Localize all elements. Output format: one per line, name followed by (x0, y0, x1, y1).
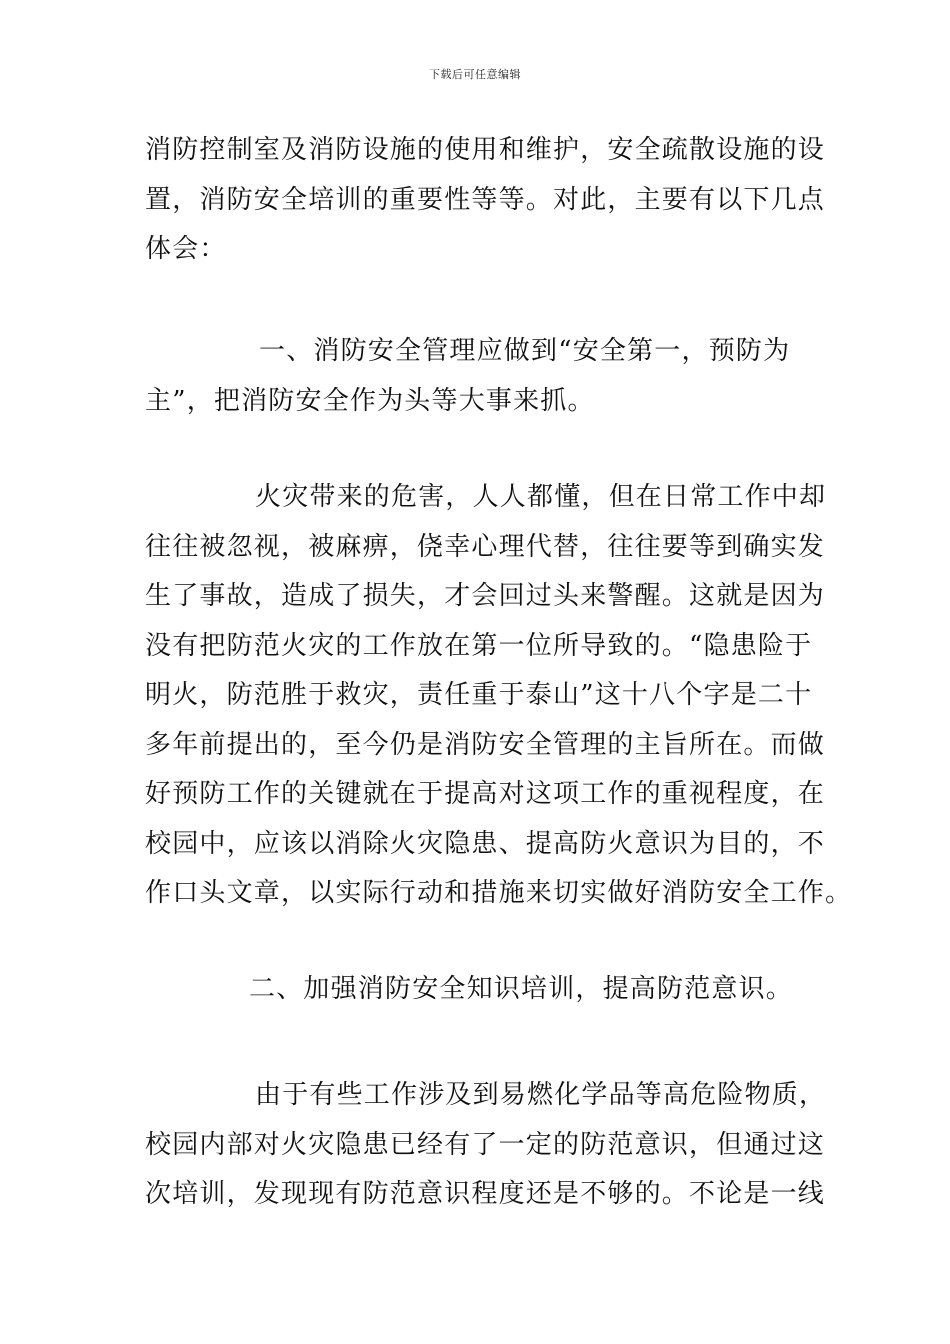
text-line: 一、消防安全管理应做到“安全第一，预防为 (259, 336, 791, 366)
paragraph-body-1 (145, 473, 853, 919)
text-line: 火灾带来的危害，人人都懂，但在日常工作中却 (255, 482, 827, 512)
text-line: 次培训，发现现有防范意识程度还是不够的。不论是一线 (145, 1179, 826, 1209)
paragraph-body-2 (145, 1071, 827, 1220)
text-line: 体会： (145, 234, 227, 264)
text-line: 往往被忽视，被麻痹，侥幸心理代替，往往要等到确实发 (145, 531, 826, 562)
paragraph-intro (145, 126, 826, 275)
text-line: 校园中，应该以消除火灾隐患、提高防火意识为目的，不 (145, 828, 826, 859)
text-line: 由于有些工作涉及到易燃化学品等高危险物质， (255, 1080, 827, 1110)
text-line: 明火，防范胜于救灾，责任重于泰山”这十八个字是二十 (145, 680, 813, 710)
section-heading-2 (145, 965, 810, 1015)
section-heading-1 (145, 327, 810, 426)
text-line: 二、加强消防安全知识培训，提高防范意识。 (249, 974, 794, 1004)
text-line: 生了事故，造成了损失，才会回过头来警醒。这就是因为 (145, 581, 826, 611)
text-line: 好预防工作的关键就在于提高对这项工作的重视程度，在 (145, 779, 826, 809)
page-header-note: 下载后可任意编辑 (429, 68, 521, 81)
text-line: 多年前提出的，至今仍是消防安全管理的主旨所在。而做 (145, 729, 826, 760)
text-line: 消防控制室及消防设施的使用和维护，安全疏散设施的设 (145, 135, 826, 165)
text-line: 置，消防安全培训的重要性等等。对此，主要有以下几点 (145, 184, 826, 215)
text-line: 没有把防范火灾的工作放在第一位所导致的。“隐患险于 (145, 630, 813, 661)
text-line: 主”，把消防安全作为头等大事来抓。 (145, 385, 595, 416)
text-line: 校园内部对火灾隐患已经有了一定的防范意识，但通过这 (145, 1129, 826, 1160)
text-line: 作口头文章，以实际行动和措施来切实做好消防安全工作。 (145, 878, 853, 908)
